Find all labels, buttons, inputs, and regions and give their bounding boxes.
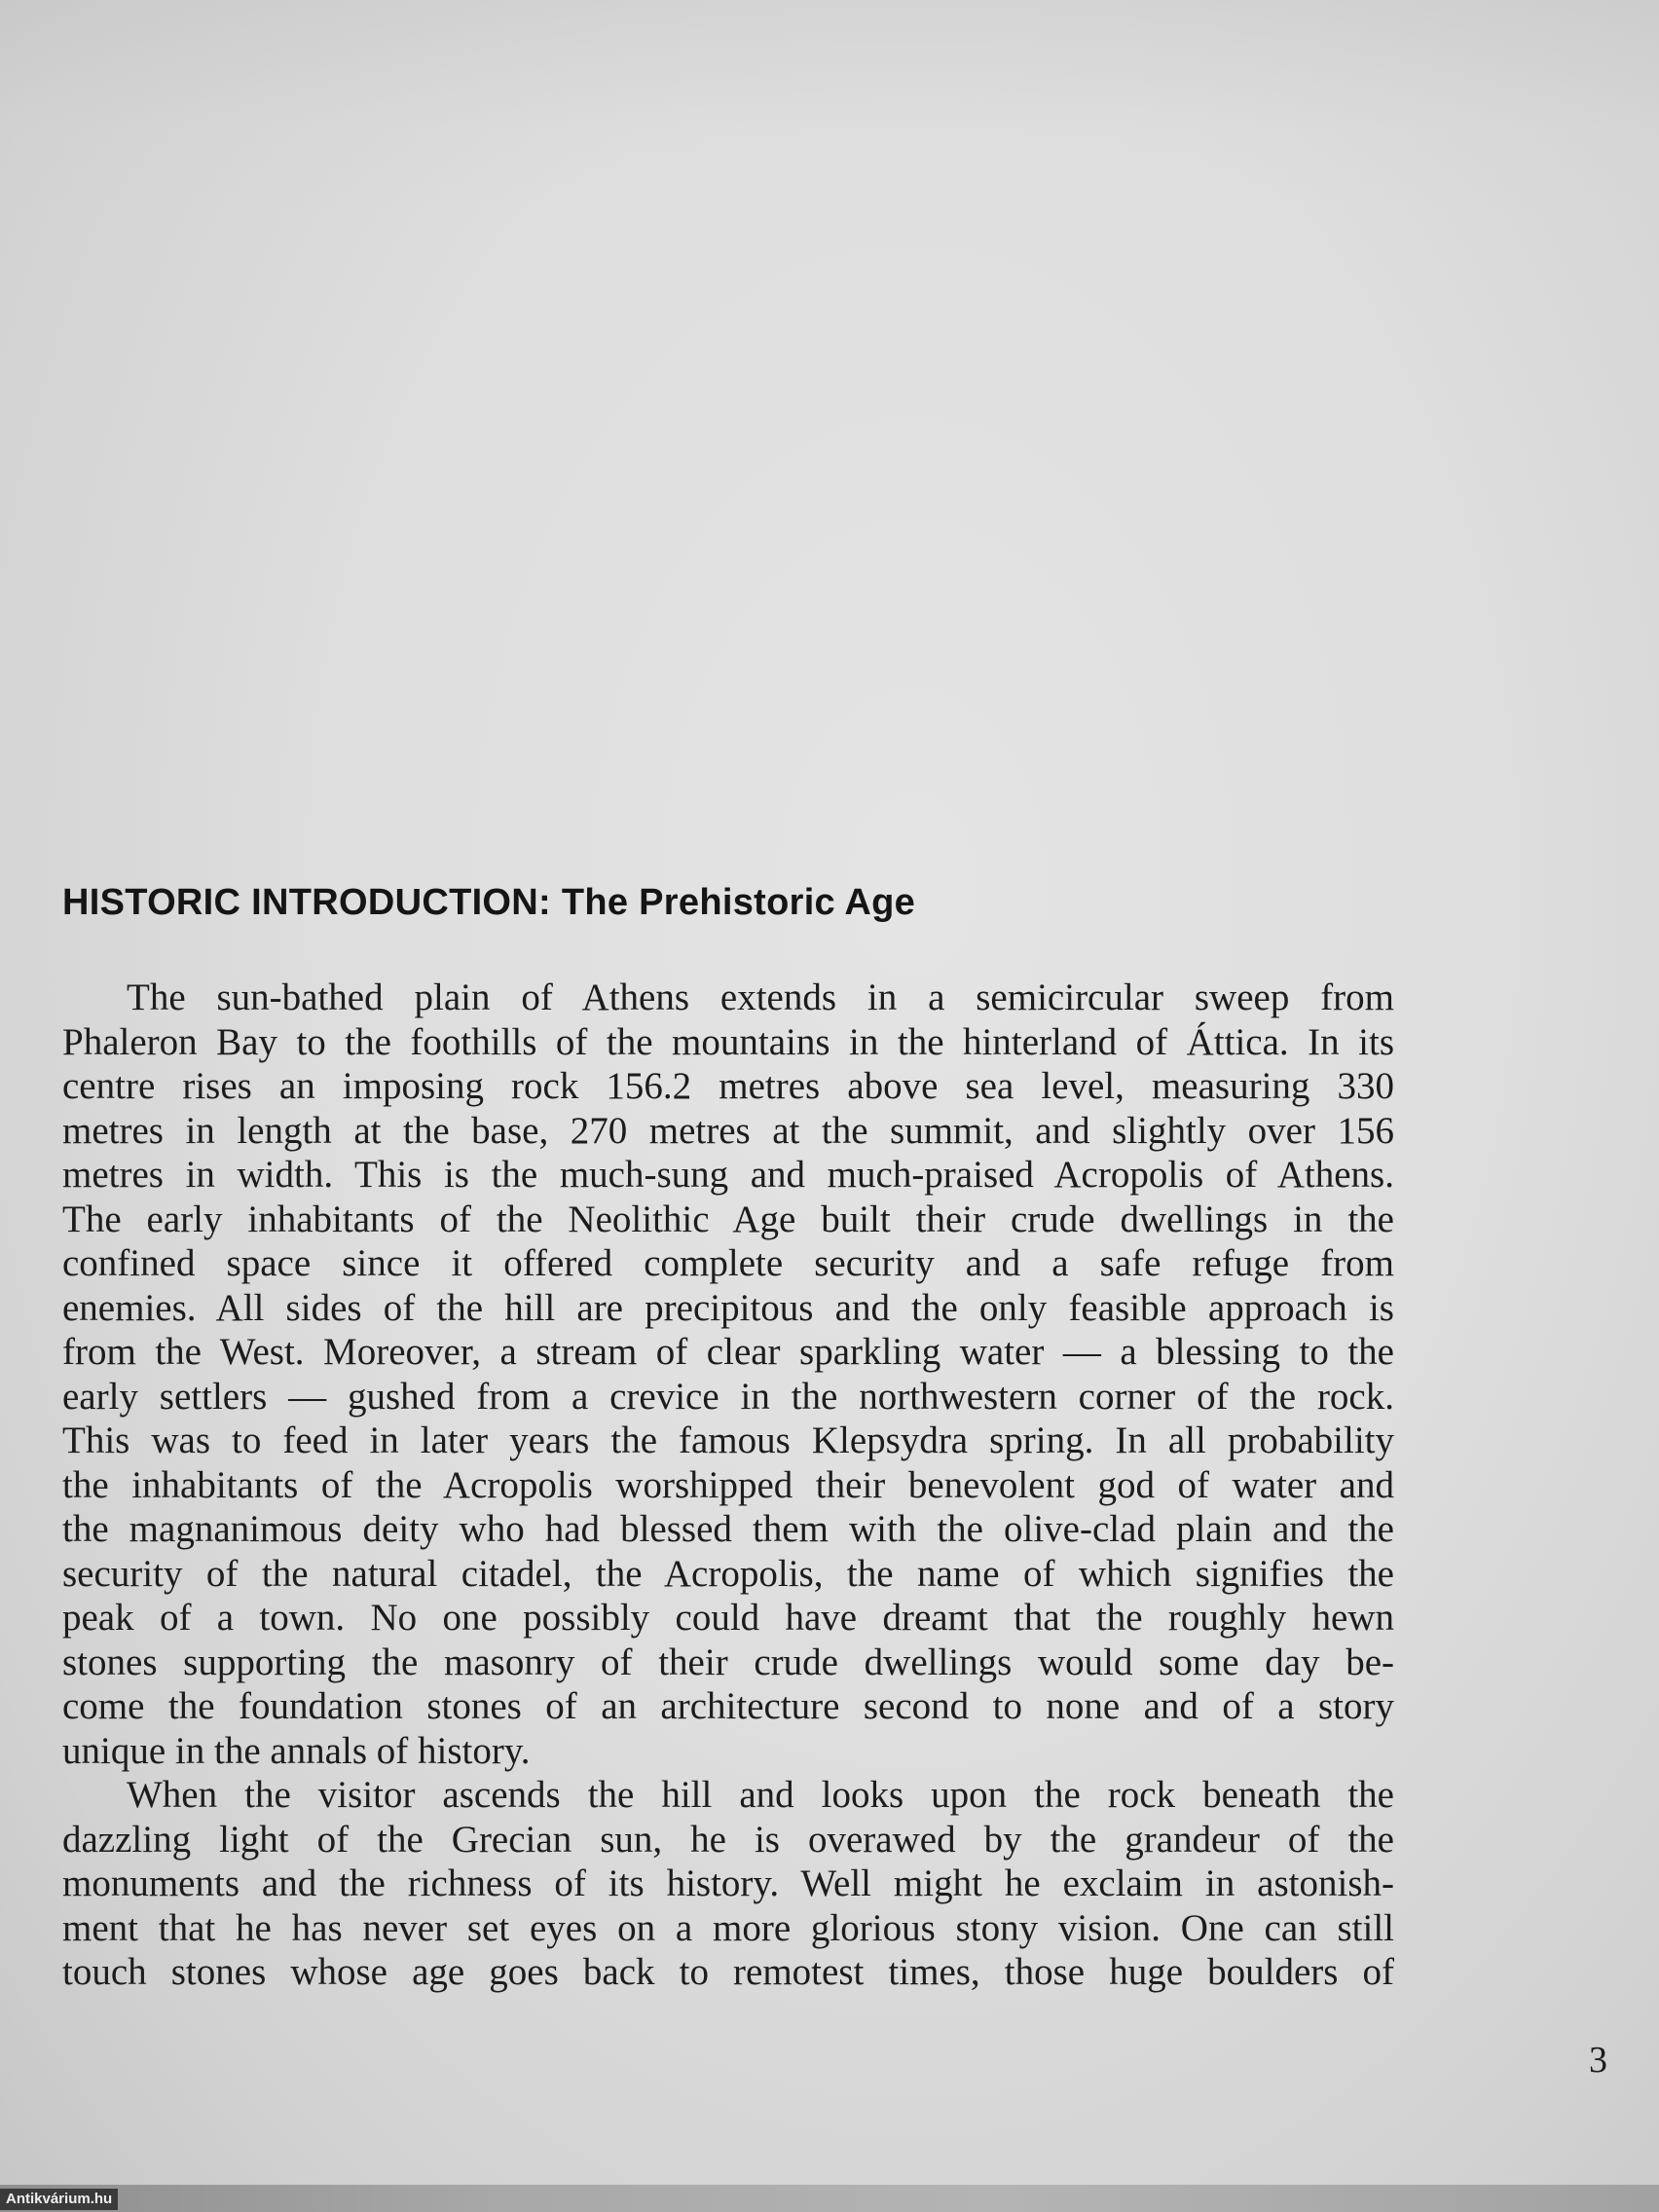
text-line: stones supporting the masonry of their crude dwellings would some day be- xyxy=(62,1641,1394,1683)
text-line: come the foundation stones of an architecture second to none and of a story xyxy=(62,1685,1394,1727)
paragraph-1 xyxy=(62,976,1394,1773)
text-line: enemies. All sides of the hill are precipitous and the only feasible approach is xyxy=(62,1286,1394,1329)
section-heading: HISTORIC INTRODUCTION: The Prehistoric Age xyxy=(62,882,916,923)
text-line: from the West. Moreover, a stream of clear sparkling water — a blessing to the xyxy=(62,1331,1394,1373)
paragraph-2 xyxy=(62,1773,1394,1995)
text-line: ment that he has never set eyes on a more glorious stony vision. One can still xyxy=(62,1906,1394,1949)
text-line: confined space since it offered complete security and a safe refuge from xyxy=(62,1242,1394,1284)
text-line: early settlers — gushed from a crevice in the northwestern corner of the rock. xyxy=(62,1375,1394,1418)
text-line: The early inhabitants of the Neolithic Age built their crude dwellings in the xyxy=(62,1198,1394,1240)
text-line: monuments and the richness of its history. Well might he exclaim in astonish- xyxy=(62,1862,1394,1904)
text-line: Phaleron Bay to the foothills of the mountains in the hinterland of Áttica. In its xyxy=(62,1020,1394,1063)
text-line: touch stones whose age goes back to remotest times, those huge boulders of xyxy=(62,1951,1394,1993)
scan-edge xyxy=(0,2185,1659,2212)
text-line: the inhabitants of the Acropolis worshipped their benevolent god of water and xyxy=(62,1463,1394,1506)
watermark: Antikvárium.hu xyxy=(0,2189,118,2210)
bleed-through-shadow xyxy=(0,0,1659,214)
body-text xyxy=(62,976,1394,1995)
text-line: peak of a town. No one possibly could have dreamt that the roughly hewn xyxy=(62,1597,1394,1639)
text-line: security of the natural citadel, the Acropolis, the name of which signifies the xyxy=(62,1552,1394,1595)
text-line: This was to feed in later years the famous Klepsydra spring. In all probability xyxy=(62,1419,1394,1461)
text-line: centre rises an imposing rock 156.2 metres above sea level, measuring 330 xyxy=(62,1065,1394,1107)
text-line: The sun-bathed plain of Athens extends in a semicircular sweep from xyxy=(127,977,1394,1018)
text-line: unique in the annals of history. xyxy=(62,1729,531,1772)
text-line: dazzling light of the Grecian sun, he is overawed by the grandeur of the xyxy=(62,1818,1394,1861)
page-number: 3 xyxy=(1589,2040,1607,2081)
text-line: When the visitor ascends the hill and looks upon the rock beneath the xyxy=(127,1774,1394,1816)
text-line: the magnanimous deity who had blessed them with the olive-clad plain and the xyxy=(62,1508,1394,1550)
text-line: metres in length at the base, 270 metres at the summit, and slightly over 156 xyxy=(62,1109,1394,1152)
text-line: metres in width. This is the much-sung and much-praised Acropolis of Athens. xyxy=(62,1154,1394,1196)
